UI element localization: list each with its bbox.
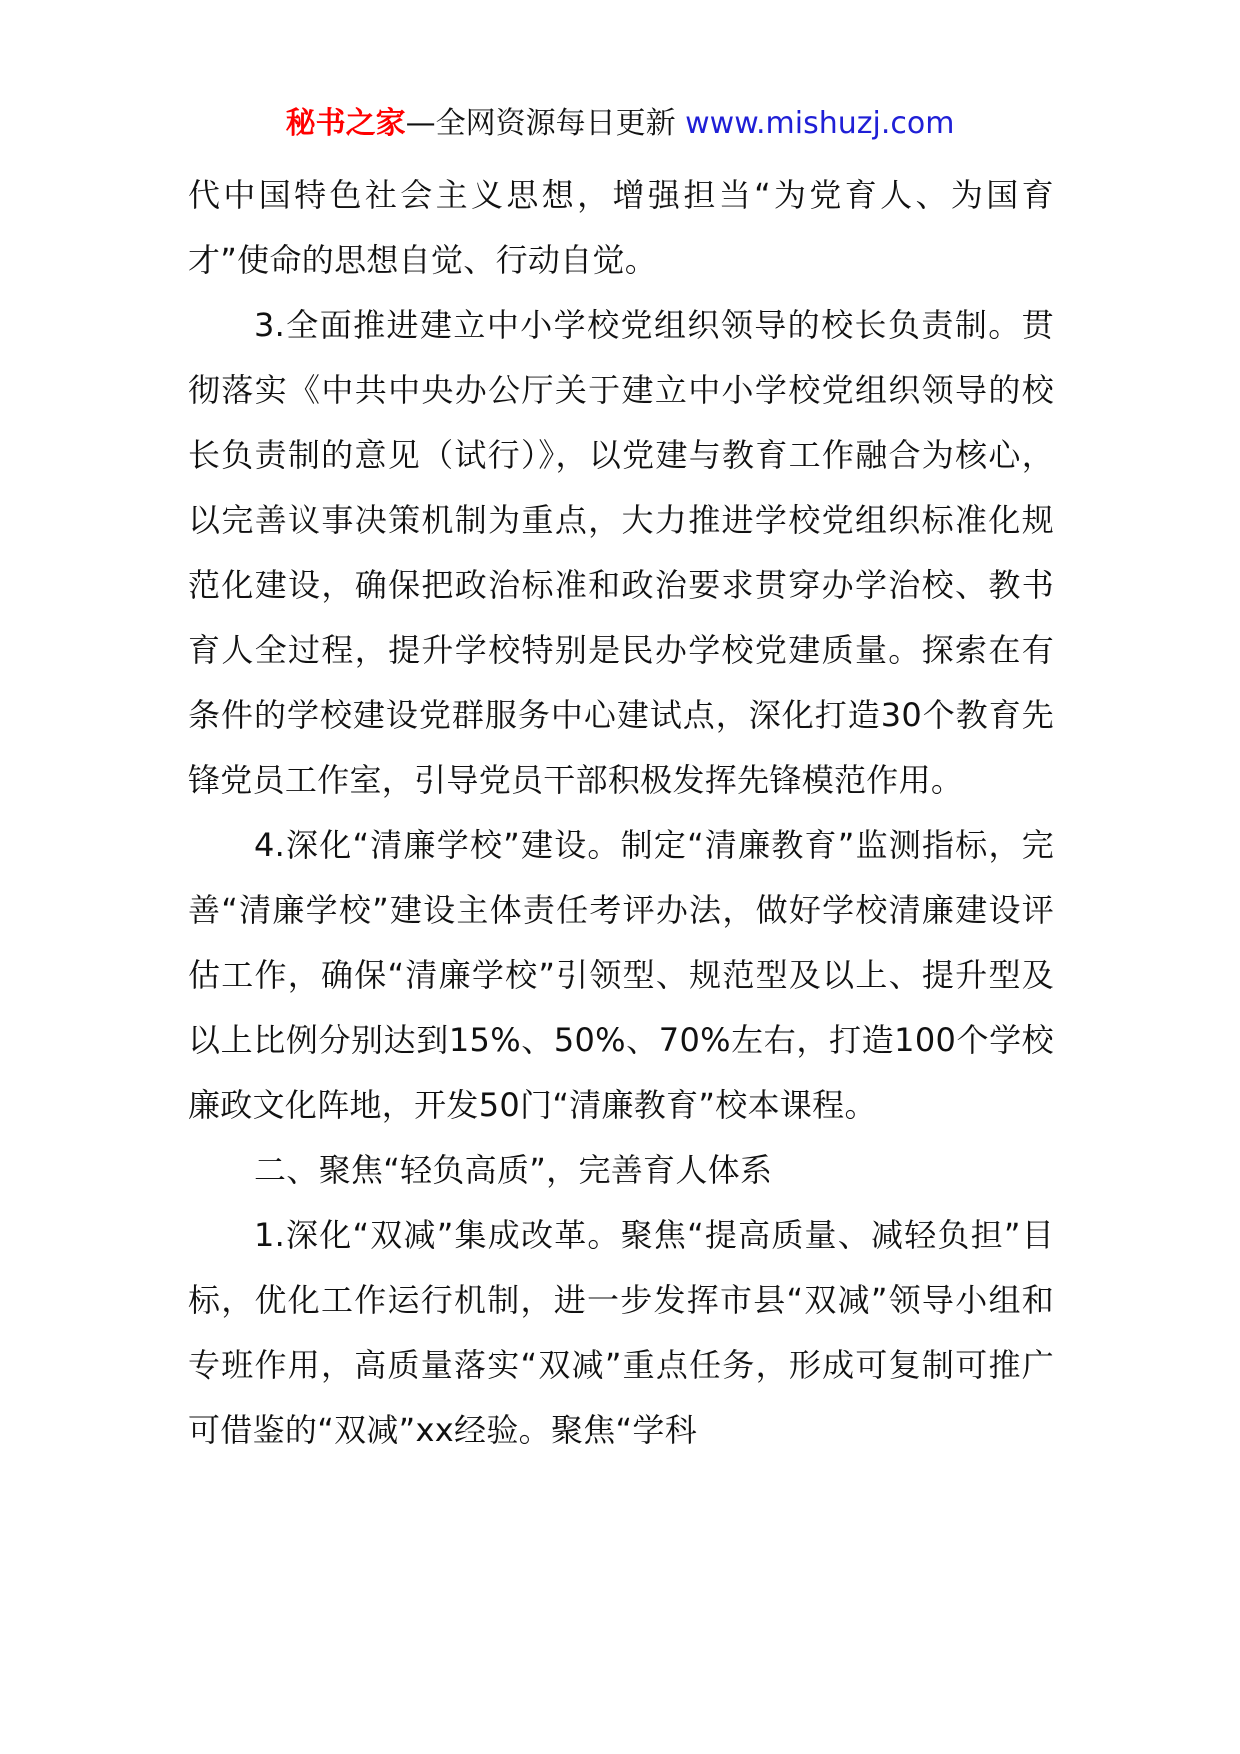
document-body: [188, 163, 1054, 1463]
section-heading: 二、聚焦“轻负高质”，完善育人体系: [254, 1151, 773, 1189]
paragraph-item-1: 1.深化“双减”集成改革。聚焦“提高质量、减轻负担”目标，优化工作运行机制，进一步发挥市县“双减”领导小组和专班作用，高质量落实“双减”重点任务，形成可复制可推广可借鉴的“双减”xx经验。聚焦“学科: [188, 1216, 1054, 1449]
paragraph-continuation: 代中国特色社会主义思想，增强担当“为党育人、为国育才”使命的思想自觉、行动自觉。: [188, 176, 1054, 279]
page-header: [0, 104, 1240, 144]
header-brand: 秘书之家: [285, 106, 406, 141]
header-url-link[interactable]: www.mishuzj.com: [685, 106, 955, 141]
header-tagline: —全网资源每日更新: [405, 106, 676, 141]
paragraph-item-3: 3.全面推进建立中小学校党组织领导的校长负责制。贯彻落实《中共中央办公厅关于建立中小学校党组织领导的校长负责制的意见（试行）》，以党建与教育工作融合为核心，以完善议事决策机制为重点，大力推进学校党组织标准化规范化建设，确保把政治标准和政治要求贯穿办学治校、教书育人全过程，提升学校特别是民办学校党建质量。探索在有条件的学校建设党群服务中心建试点，深化打造30个教育先锋党员工作室，引导党员干部积极发挥先锋模范作用。: [188, 306, 1054, 799]
paragraph-item-4: 4.深化“清廉学校”建设。制定“清廉教育”监测指标，完善“清廉学校”建设主体责任考评办法，做好学校清廉建设评估工作，确保“清廉学校”引领型、规范型及以上、提升型及以上比例分别达到15%、50%、70%左右，打造100个学校廉政文化阵地，开发50门“清廉教育”校本课程。: [188, 826, 1054, 1124]
